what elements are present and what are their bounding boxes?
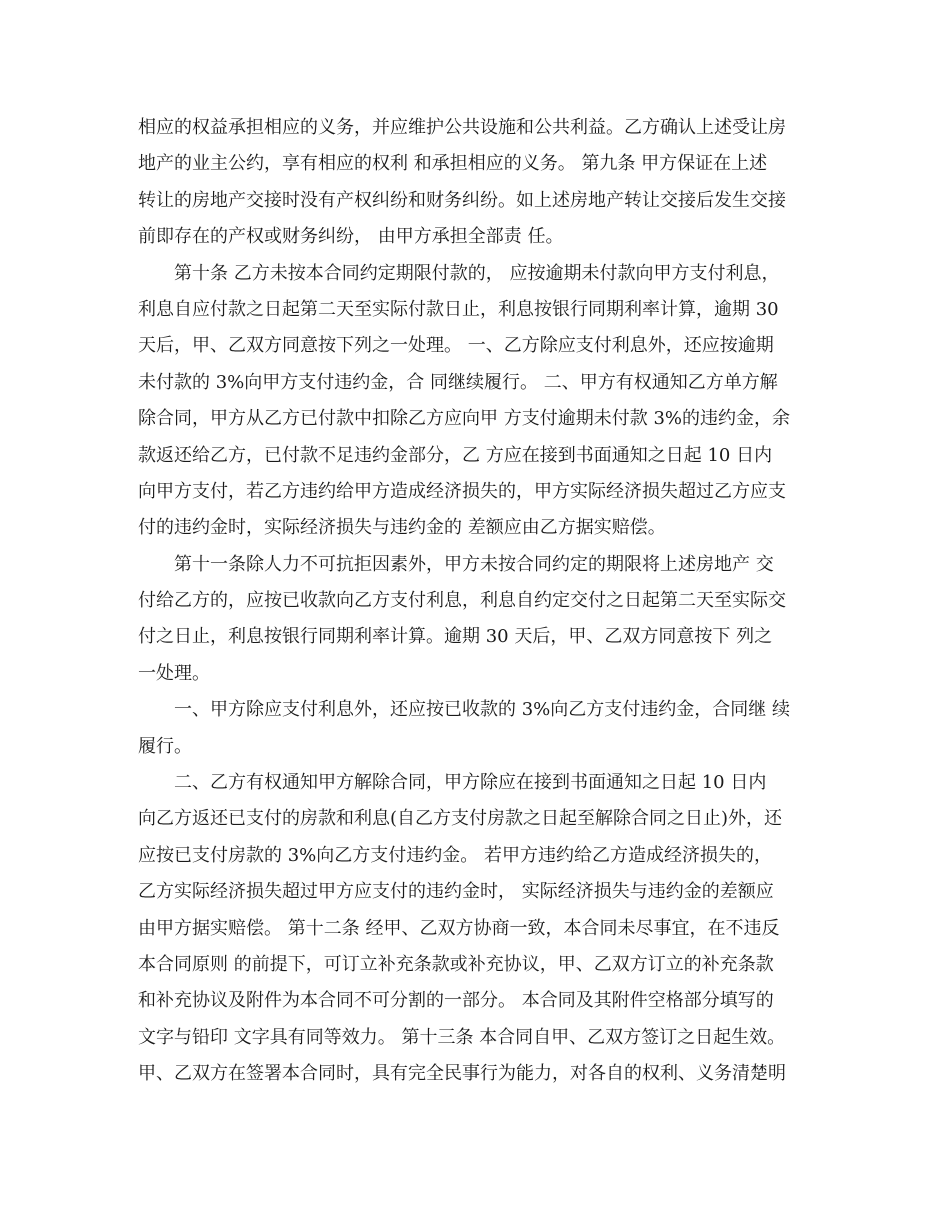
text-line-23: 由甲方据实赔偿。 第十二条 经甲、乙双方协商一致，本合同未尽事宜，在不违反	[138, 917, 780, 939]
contract-body-text	[138, 110, 828, 1093]
text-line-10: 款返还给乙方，已付款不足违约金部分，乙 方应在接到书面通知之日起 10 日内	[138, 444, 773, 466]
text-line-18: 履行。	[138, 735, 192, 757]
text-line-4: 前即存在的产权或财务纠纷， 由甲方承担全部责 任。	[138, 226, 564, 248]
text-line-27: 甲、乙双方在签署本合同时，具有完全民事行为能力，对各自的权利、义务清楚明	[138, 1063, 786, 1085]
text-line-8: 未付款的 3%向甲方支付违约金，合 同继续履行。 二、甲方有权通知乙方单方解	[138, 371, 778, 393]
text-line-24: 本合同原则 的前提下，可订立补充条款或补充协议，甲、乙双方订立的补充条款	[138, 953, 774, 975]
text-line-20: 向乙方返还已支付的房款和利息(自乙方支付房款之日起至解除合同之日止)外，还	[138, 808, 783, 830]
text-line-6: 利息自应付款之日起第二天至实际付款日止，利息按银行同期利率计算，逾期 30	[138, 298, 779, 320]
text-line-7: 天后，甲、乙双方同意按下列之一处理。 一、乙方除应支付利息外，还应按逾期	[138, 335, 774, 357]
text-line-26: 文字与铅印 文字具有同等效力。 第十三条 本合同自甲、乙双方签订之日起生效。	[138, 1026, 786, 1048]
text-line-12: 付的违约金时，实际经济损失与违约金的 差额应由乙方据实赔偿。	[138, 517, 666, 539]
text-line-2: 地产的业主公约，享有相应的权利 和承担相应的义务。 第九条 甲方保证在上述	[138, 153, 768, 175]
text-line-14: 付给乙方的，应按已收款向乙方支付利息，利息自约定交付之日起第二天至实际交	[138, 590, 786, 612]
text-line-21: 应按已支付房款的 3%向乙方支付违约金。 若甲方违约给乙方造成经济损失的，	[138, 844, 772, 866]
text-line-1: 相应的权益承担相应的义务，并应维护公共设施和公共利益。乙方确认上述受让房	[138, 117, 786, 138]
text-line-16: 一处理。	[138, 662, 210, 684]
text-line-9: 除合同，甲方从乙方已付款中扣除乙方应向甲 方支付逾期未付款 3%的违约金，余	[138, 408, 790, 430]
text-line-3: 转让的房地产交接时没有产权纠纷和财务纠纷。如上述房地产转让交接后发生交接	[138, 189, 786, 211]
text-line-22: 乙方实际经济损失超过甲方应支付的违约金时， 实际经济损失与违约金的差额应	[138, 881, 774, 903]
text-line-15: 付之日止，利息按银行同期利率计算。逾期 30 天后，甲、乙双方同意按下 列之	[138, 626, 773, 648]
text-line-25: 和补充协议及附件为本合同不可分割的一部分。 本合同及其附件空格部分填写的	[138, 990, 774, 1012]
text-line-11: 向甲方支付，若乙方违约给甲方造成经济损失的，甲方实际经济损失超过乙方应支	[138, 480, 786, 502]
text-line-17: 一、甲方除应支付利息外，还应按已收款的 3%向乙方支付违约金，合同继 续	[138, 699, 790, 721]
text-line-5: 第十条 乙方未按本合同约定期限付款的， 应按逾期未付款向甲方支付利息，	[138, 262, 780, 284]
text-line-13: 第十一条除人力不可抗拒因素外，甲方未按合同约定的期限将上述房地产 交	[138, 553, 774, 575]
text-line-19: 二、乙方有权通知甲方解除合同，甲方除应在接到书面通知之日起 10 日内	[138, 772, 767, 794]
